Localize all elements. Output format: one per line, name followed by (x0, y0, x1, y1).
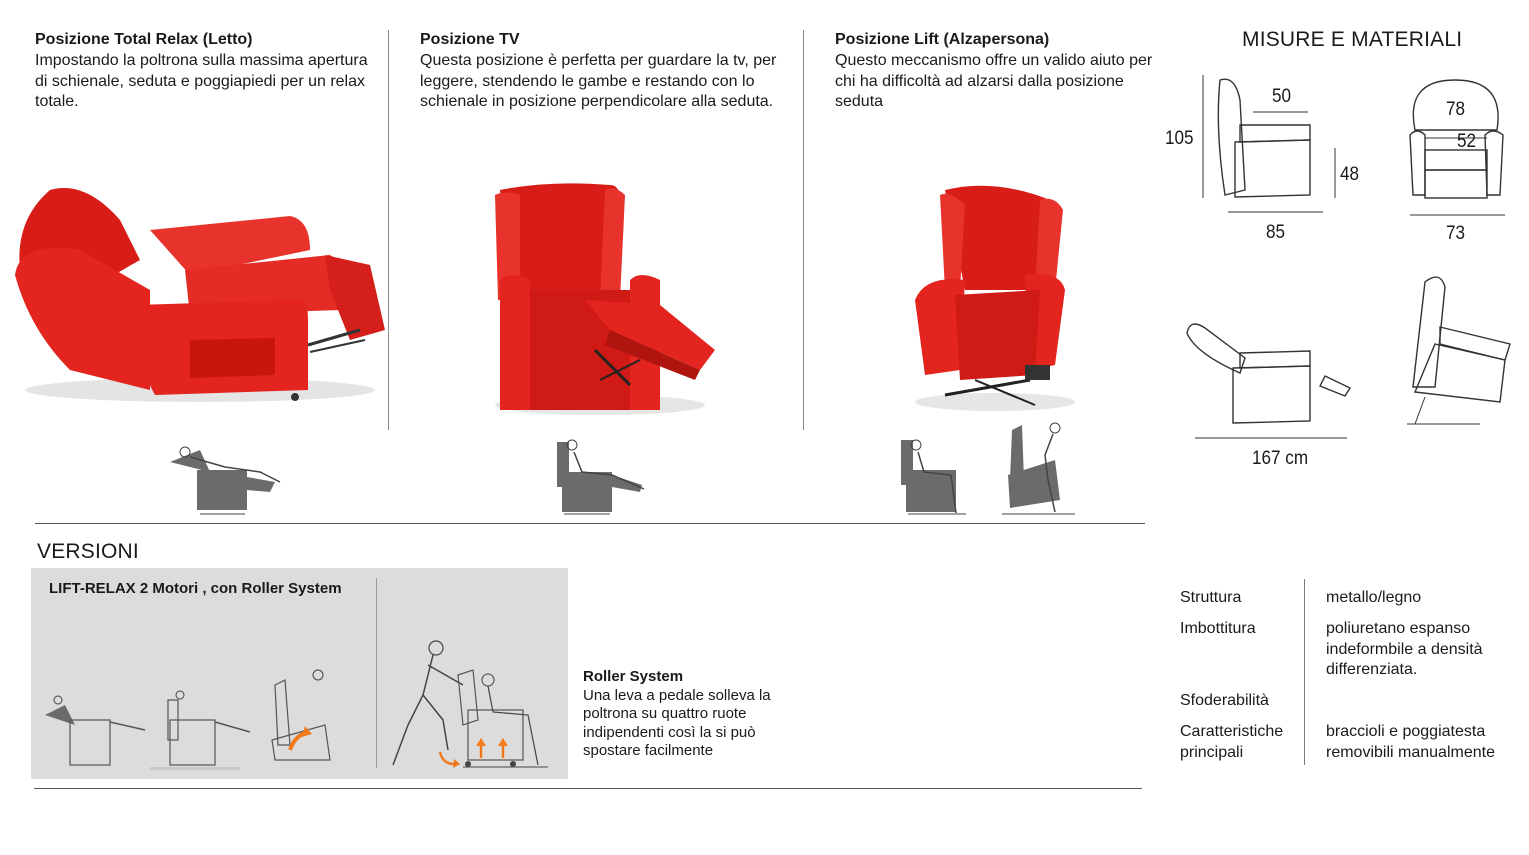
dim-seat-width: 52 (1457, 131, 1477, 152)
chair-photo-lift (905, 180, 1075, 415)
spec-label-imbottitura: Imbottitura (1180, 620, 1256, 637)
measures-title: MISURE E MATERIALI (1242, 28, 1463, 51)
dim-back-height: 78 (1446, 99, 1466, 120)
dim-width: 73 (1446, 223, 1466, 244)
versions-title: VERSIONI (37, 540, 139, 563)
section-divider (35, 523, 1145, 524)
spec-value-struttura: metallo/legno (1326, 589, 1422, 606)
specs-divider (1304, 579, 1305, 765)
seated-position-icon (896, 435, 976, 517)
dim-seat-depth: 50 (1272, 86, 1292, 107)
position-title-tv: Posizione TV (420, 31, 520, 48)
position-desc-lift: Questo meccanismo offre un valido aiuto per chi ha difficoltà ad alzarsi dalla posizione seduta (835, 52, 1153, 110)
dim-seat-height: 48 (1340, 164, 1360, 185)
spec-value-caratteristiche: braccioli e poggiatesta removibili manualmente (1326, 723, 1495, 761)
chair-photo-tv (490, 180, 720, 415)
spec-value-imbottitura: poliuretano espanso indeformbile a densità differenziata. (1326, 620, 1487, 678)
version-positions-icon (40, 660, 340, 770)
dim-open-length: 167 cm (1252, 448, 1309, 469)
chair-reclined-drawing (1185, 318, 1355, 443)
spec-label-sfoderabilita: Sfoderabilità (1180, 692, 1269, 709)
spec-label-struttura: Struttura (1180, 589, 1242, 606)
version-name: LIFT-RELAX 2 Motori , con Roller System (49, 580, 342, 597)
position-title-lift: Posizione Lift (Alzapersona) (835, 31, 1050, 48)
recline-position-icon (165, 442, 290, 517)
position-desc-tv: Questa posizione è perfetta per guardare la tv, per leggere, stendendo le gambe e restando con lo schienale in posizione perpendicolare alla seduta. (420, 52, 777, 110)
position-desc-total-relax: Impostando la poltrona sulla massima apertura di schienale, seduta e poggiapiedi per un relax totale. (35, 52, 368, 110)
section-divider-bottom (34, 788, 1142, 789)
dim-height: 105 (1165, 128, 1194, 149)
position-title-total-relax: Posizione Total Relax (Letto) (35, 31, 253, 48)
column-divider (803, 30, 804, 430)
dim-depth: 85 (1266, 222, 1286, 243)
versions-divider (376, 578, 377, 768)
tv-position-icon (552, 437, 652, 517)
spec-label-caratteristiche: Caratteristiche principali (1180, 723, 1284, 761)
lift-position-icon (1000, 420, 1080, 517)
chair-lift-drawing (1405, 272, 1515, 432)
roller-system-title: Roller System (583, 668, 684, 685)
roller-system-icon (388, 640, 553, 770)
roller-system-desc: Una leva a pedale solleva la poltrona su quattro ruote indipendenti così la si può spostare facilmente (583, 687, 771, 759)
chair-side-drawing (1195, 70, 1345, 215)
chair-photo-total-relax (10, 180, 390, 405)
